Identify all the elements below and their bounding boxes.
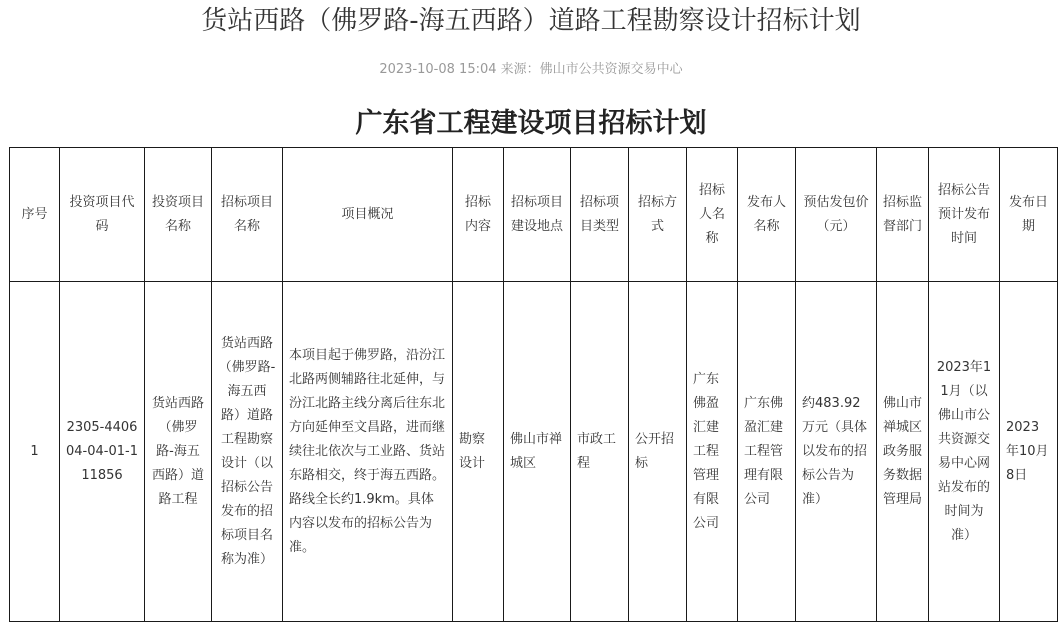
header-cell: 发布人名称 bbox=[738, 148, 796, 282]
cell-publish-date: 2023年10月8日 bbox=[1000, 282, 1058, 622]
header-cell: 招标公告预计发布时间 bbox=[929, 148, 1000, 282]
header-cell: 招标人名称 bbox=[687, 148, 738, 282]
cell-bid-project-name: 货站西路（佛罗路-海五西路）道路工程勘察设计（以招标公告发布的招标项目名称为准） bbox=[212, 282, 283, 622]
cell-bid-content: 勘察设计 bbox=[453, 282, 504, 622]
cell-supervisor: 佛山市禅城区政务服务数据管理局 bbox=[877, 282, 929, 622]
cell-investment-project-name: 货站西路（佛罗路-海五西路）道路工程 bbox=[145, 282, 212, 622]
cell-serial-number: 1 bbox=[10, 282, 60, 622]
header-cell: 投资项目名称 bbox=[145, 148, 212, 282]
table-header-row bbox=[10, 148, 1058, 282]
cell-project-type: 市政工程 bbox=[571, 282, 629, 622]
header-cell: 招标项目名称 bbox=[212, 148, 283, 282]
header-cell: 序号 bbox=[10, 148, 60, 282]
cell-investment-code: 2305-440604-04-01-111856 bbox=[60, 282, 145, 622]
cell-publisher: 广东佛盈汇建工程管理有限公司 bbox=[738, 282, 796, 622]
header-cell: 项目概况 bbox=[283, 148, 453, 282]
cell-bid-method: 公开招标 bbox=[629, 282, 687, 622]
header-cell: 发布日期 bbox=[1000, 148, 1058, 282]
cell-announcement-time: 2023年11月（以佛山市公共资源交易中心网站发布的时间为准） bbox=[929, 282, 1000, 622]
cell-project-overview: 本项目起于佛罗路，沿汾江北路两侧辅路往北延伸，与汾江北路主线分离后往东北方向延伸至文昌路，进而继续往北依次与工业路、货站东路相交，终于海五西路。路线全长约1.9km。具体内容以发布的招标公告为准。 bbox=[283, 282, 453, 622]
header-cell: 投资项目代码 bbox=[60, 148, 145, 282]
bid-plan-table bbox=[9, 147, 1058, 622]
table-title: 广东省工程建设项目招标计划 bbox=[355, 108, 707, 139]
header-cell: 招标项目建设地点 bbox=[504, 148, 571, 282]
header-cell: 招标项目类型 bbox=[571, 148, 629, 282]
header-cell: 招标内容 bbox=[453, 148, 504, 282]
article-meta: 2023-10-08 15:04 来源：佛山市公共资源交易中心 bbox=[379, 62, 683, 77]
header-cell: 招标监督部门 bbox=[877, 148, 929, 282]
page-title: 货站西路（佛罗路-海五西路）道路工程勘察设计招标计划 bbox=[201, 6, 861, 36]
header-cell: 预估发包价（元） bbox=[796, 148, 877, 282]
table-row bbox=[10, 282, 1058, 622]
cell-location: 佛山市禅城区 bbox=[504, 282, 571, 622]
header-cell: 招标方式 bbox=[629, 148, 687, 282]
cell-estimated-price: 约483.92万元（具体以发布的招标公告为准） bbox=[796, 282, 877, 622]
cell-tenderer: 广东佛盈汇建工程管理有限公司 bbox=[687, 282, 738, 622]
